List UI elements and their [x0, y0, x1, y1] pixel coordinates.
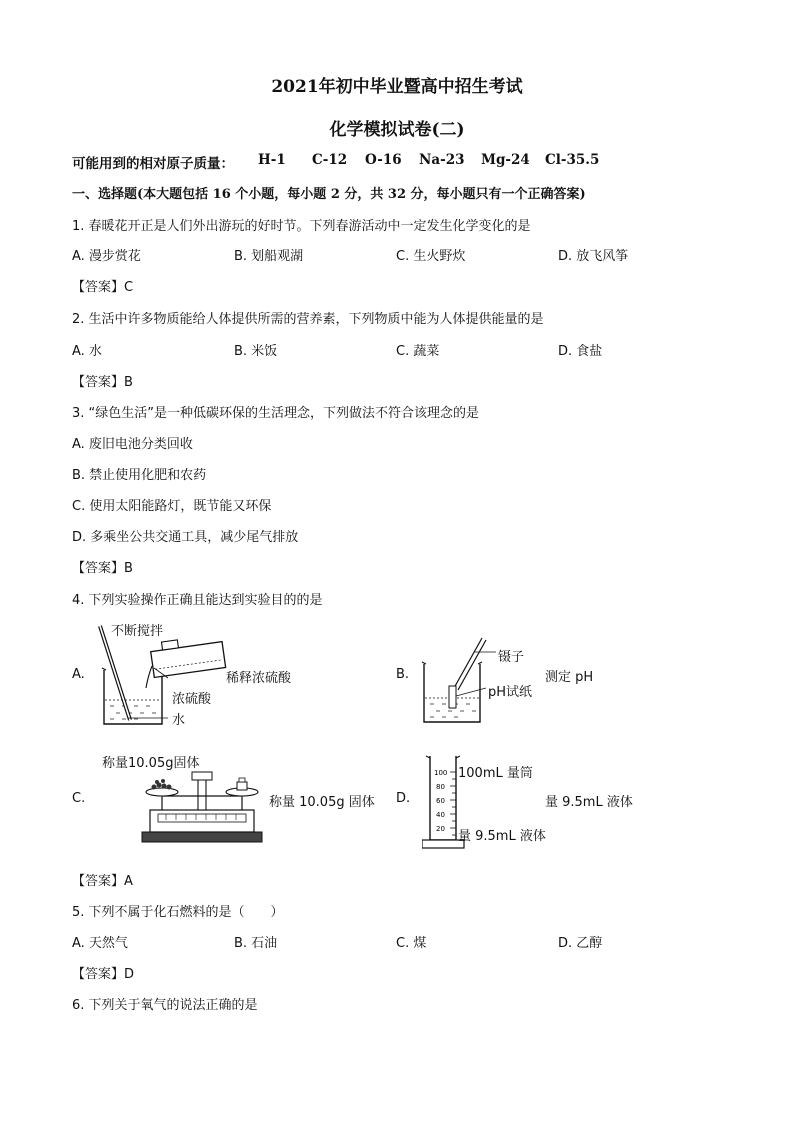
tick-40: 40 [436, 811, 445, 819]
answer-value: B [124, 561, 133, 576]
q2-answer [72, 371, 133, 390]
page-subtitle: 化学模拟试卷(二) [329, 120, 465, 140]
q3-option-c: C. 使用太阳能路灯，既节能又环保 [72, 499, 272, 514]
tick-20: 20 [436, 825, 445, 833]
q5-option-d: D. 乙醇 [558, 936, 603, 951]
reagent-bottle [150, 634, 226, 678]
answer-tag: 【答案】 [72, 561, 125, 576]
caption-weigh: 称量 10.05g 固体 [269, 795, 375, 810]
label-water: 水 [172, 713, 186, 728]
label-acid: 浓硫酸 [172, 692, 212, 707]
weight [237, 782, 247, 790]
section-heading: 一、选择题(本大题包括 16 个小题，每小题 2 分，共 32 分，每小题只有一个正确答案) [72, 187, 586, 202]
answer-tag: 【答案】 [72, 280, 125, 295]
answer-value: C [124, 280, 134, 295]
mass-mg: Mg-24 [481, 152, 530, 168]
atomic-mass-label: 可能用到的相对原子质量： [72, 156, 234, 172]
answer-tag: 【答案】 [72, 874, 125, 889]
left-pan [146, 788, 178, 796]
tweezers [454, 638, 482, 688]
answer-value: D [124, 967, 135, 982]
q1-answer [72, 276, 133, 295]
question-stem-1: 1. 春暖花开正是人们外出游玩的好时节。下列春游活动中一定发生化学变化的是 [72, 219, 531, 234]
figure-balance [140, 770, 264, 846]
answer-value: A [124, 874, 133, 889]
mass-h: H-1 [258, 152, 286, 168]
mass-na: Na-23 [419, 152, 465, 168]
label-stir: 不断搅拌 [111, 624, 164, 639]
q1-option-b: B. 划船观湖 [234, 249, 304, 264]
answer-value: B [124, 375, 133, 390]
answer-tag: 【答案】 [72, 375, 125, 390]
page-title: 2021年初中毕业暨高中招生考试 [271, 77, 523, 97]
label-cylinder: 100mL 量筒 [458, 766, 533, 781]
tick-60: 60 [436, 797, 445, 805]
answer-tag: 【答案】 [72, 967, 125, 982]
atomic-mass-line [72, 152, 234, 172]
q2-option-d: D. 食盐 [558, 344, 603, 359]
q1-option-c: C. 生火野炊 [396, 249, 466, 264]
mass-c: C-12 [312, 152, 348, 168]
q2-option-a: A. 水 [72, 344, 102, 359]
q5-answer [72, 963, 134, 982]
q4-letter-c: C. [72, 791, 86, 806]
tick-100: 100 [434, 769, 448, 777]
beaker-outline [104, 670, 162, 724]
balance-base [142, 832, 262, 842]
label-dilute: 稀释浓硫酸 [226, 671, 292, 686]
q1-option-a: A. 漫步赏花 [72, 249, 141, 264]
q3-option-b: B. 禁止使用化肥和农药 [72, 468, 207, 483]
question-stem-2: 2. 生活中许多物质能给人体提供所需的营养素，下列物质中能为人体提供能量的是 [72, 312, 544, 327]
label-weigh-top: 称量10.05g固体 [102, 756, 200, 771]
tick-80: 80 [436, 783, 445, 791]
q1-option-d: D. 放飞风筝 [558, 249, 629, 264]
label-liquid: 量 9.5mL 液体 [458, 829, 546, 844]
q4-answer [72, 870, 133, 889]
question-stem-3: 3. “绿色生活”是一种低碳环保的生活理念，下列做法不符合该理念的是 [72, 406, 480, 421]
acid-stream [146, 666, 152, 688]
caption-liquid: 量 9.5mL 液体 [545, 795, 633, 810]
balance-pillar [198, 778, 206, 810]
mass-o: O-16 [365, 152, 402, 168]
question-stem-4: 4. 下列实验操作正确且能达到实验目的的是 [72, 593, 323, 608]
label-tweezers: 镊子 [498, 650, 525, 665]
q4-letter-b: B. [396, 667, 410, 682]
q4-letter-a: A. [72, 667, 85, 682]
question-stem-6: 6. 下列关于氧气的说法正确的是 [72, 998, 258, 1013]
mass-cl: Cl-35.5 [545, 152, 600, 168]
q2-option-b: B. 米饭 [234, 344, 278, 359]
label-ph-paper: pH试纸 [488, 685, 533, 700]
question-stem-5: 5. 下列不属于化石燃料的是（ ） [72, 905, 284, 920]
q5-option-c: C. 煤 [396, 936, 427, 951]
figure-ph-test [416, 636, 498, 728]
ph-paper [449, 686, 456, 708]
balance-scale-bar [158, 814, 246, 822]
q2-option-c: C. 蔬菜 [396, 344, 440, 359]
q3-option-a: A. 废旧电池分类回收 [72, 437, 193, 452]
q4-letter-d: D. [396, 791, 411, 806]
q3-option-d: D. 多乘坐公共交通工具，减少尾气排放 [72, 530, 299, 545]
q5-option-a: A. 天然气 [72, 936, 128, 951]
q5-option-b: B. 石油 [234, 936, 278, 951]
q3-answer [72, 557, 133, 576]
caption-ph: 测定 pH [545, 670, 594, 685]
